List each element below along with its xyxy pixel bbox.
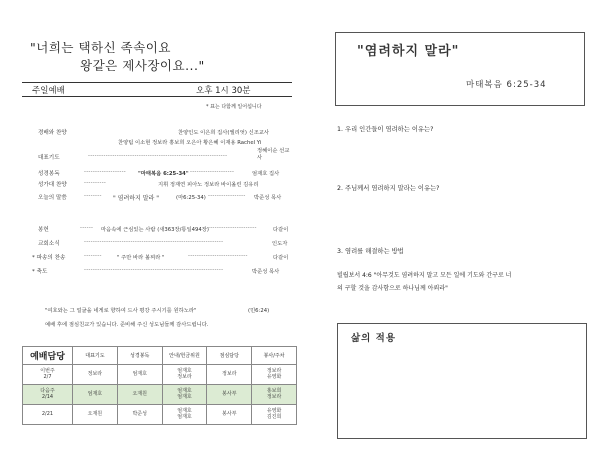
table-cell: 정보라 유영화: [252, 365, 297, 385]
sermon-title-large: "염려하지 말라": [357, 44, 460, 59]
table-date-cell: 이번주 2/7: [23, 365, 73, 385]
order-leader: 지휘 정재연 피아노 정보라 바이올린 김유리: [158, 182, 259, 188]
table-header: 점심담당: [207, 347, 252, 365]
sermon-ref: (마6:25-34): [176, 195, 206, 201]
table-cell: 엄재호: [117, 365, 162, 385]
table-cell: 박준성: [117, 405, 162, 425]
sermon-title: " 염려하지 말라 ": [113, 195, 160, 202]
table-cell: 엄재호 정보라: [162, 365, 207, 385]
table-cell: 봉사부: [207, 405, 252, 425]
table-date-cell: 2/21: [23, 405, 73, 425]
closing-verse: "여호와는 그 얼굴을 네게로 향하여 드사 평강 주시기를 원하노라": [45, 308, 197, 314]
application-title: 삶의 적용: [351, 333, 397, 344]
philippians-verse-line2: 의 구할 것을 감사함으로 하나님께 아뢰라": [337, 285, 448, 292]
service-name: 주일예배: [32, 86, 65, 96]
order-dashes: --------: [84, 253, 102, 259]
closing-verse-ref: (민6:24): [248, 308, 270, 314]
table-date-cell: 다음주 2/14: [23, 385, 73, 405]
table-header: 안내/헌금위원: [162, 347, 207, 365]
order-label: 대표기도: [38, 155, 60, 161]
order-dashes: ---------------------------: [188, 253, 248, 259]
order-leader: 정혜이순 선교사: [257, 148, 290, 161]
table-cell: 오재원: [73, 405, 118, 425]
order-item: "마태복음 6:25-34": [138, 171, 189, 177]
table-cell: 봉사부: [207, 385, 252, 405]
sermon-scripture: 마태복음 6:25-34: [466, 80, 547, 90]
order-label: 성가대 찬양: [38, 182, 67, 188]
order-dashes: ------: [80, 225, 94, 231]
order-label: * 축도: [32, 269, 48, 275]
order-leader: 박준성 목사: [252, 269, 280, 275]
table-header: 봉사/주차: [252, 347, 297, 365]
order-dashes: --------------------: [190, 169, 235, 175]
order-item: " 주만 바라 볼찌라 ": [117, 255, 165, 261]
order-dashes: ----------------------: [208, 225, 257, 231]
stand-note: * 표는 다함께 일어섭니다: [206, 104, 262, 110]
order-leader: 찬양인도 이은희 집사(엘리엇) 신조교사: [178, 130, 270, 136]
question-2: 2. 주님께서 염려하지 말라는 이유는?: [337, 185, 440, 192]
order-dashes: -------------------: [84, 169, 127, 175]
table-row: [23, 405, 297, 425]
service-time: 오후 1시 30분: [196, 86, 251, 96]
table-cell: 엄재호 엄재호: [162, 405, 207, 425]
order-label: 봉헌: [38, 227, 49, 233]
table-cell: 엄재호: [73, 385, 118, 405]
table-row: [23, 385, 297, 405]
order-dashes: ---------------------------------------------------------------: [84, 267, 224, 273]
table-header: 대표기도: [73, 347, 118, 365]
header-quote-line2: 왕같은 제사장이요...": [80, 58, 205, 73]
order-leader: 엄재호 집사: [252, 171, 280, 177]
question-3: 3. 염려를 해결하는 방법: [337, 248, 404, 255]
order-label: 교회소식: [38, 241, 60, 247]
table-cell: 엄재호 엄재호: [162, 385, 207, 405]
order-leader: 인도자: [272, 241, 288, 247]
order-dashes: -----------------: [208, 193, 246, 199]
lunch-note: 예배 후에 점심친교가 있습니다. 준비해 주신 성도님들께 감사드립니다.: [45, 322, 209, 328]
table-row: [23, 365, 297, 385]
order-label: 오늘의 말씀: [38, 195, 67, 201]
order-leader: 다같이: [273, 227, 289, 233]
header-quote-line1: "너희는 택하신 족속이요: [30, 40, 171, 55]
table-corner-title: 예배담당: [23, 347, 73, 365]
duty-table: [22, 346, 297, 425]
table-header: 성경봉독: [117, 347, 162, 365]
order-dashes: ---------------------------------------------------------------: [88, 153, 228, 159]
table-cell: 홍보희 정보라: [252, 385, 297, 405]
order-dashes: --------: [84, 193, 102, 199]
order-leader: 다같이: [273, 255, 289, 261]
table-cell: 유영화 김진희: [252, 405, 297, 425]
order-item: 마음속에 근심있는 사람 (새363장/통일494장): [101, 227, 209, 233]
order-label: 경배와 찬양: [38, 130, 67, 136]
order-leader: 찬양팀 이소현 정보라 홍보희 오은아 황은혜 이재용 Rachel Yi: [118, 140, 262, 146]
order-leader: 박준성 목사: [254, 195, 282, 201]
philippians-verse-line1: 빌립보서 4:6 "아무것도 염려하지 말고 모든 일에 기도와 간구로 너: [337, 272, 512, 279]
order-label: 성경봉독: [38, 171, 60, 177]
table-cell: 정보라: [207, 365, 252, 385]
question-1: 1. 우리 인간들이 염려하는 이유는?: [337, 126, 434, 133]
table-cell: 정보라: [73, 365, 118, 385]
order-dashes: ---------------------------------------------------------------: [84, 239, 224, 245]
order-dashes: ----------: [84, 180, 107, 186]
table-cell: 오재원: [117, 385, 162, 405]
order-label: * 파송의 찬송: [32, 255, 66, 261]
table-header-row: [23, 347, 297, 365]
